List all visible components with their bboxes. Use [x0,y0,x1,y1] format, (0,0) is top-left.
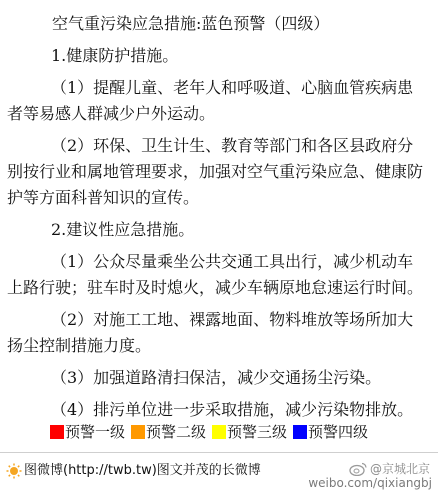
legend-swatch-yellow [212,425,226,439]
legend-item-level-4 [293,423,368,441]
section1-item-2: （2）环保、卫生计生、教育等部门和各区县政府分别按行业和属地管理要求，加强对空气重污染应急、健康防护等方面科普知识的宣传。 [7,136,424,207]
footer-text: 图微博(http://twb.tw)图文并茂的长微博 [24,463,261,478]
section2-item-3: （3）加强道路清扫保洁，减少交通扬尘污染。 [51,368,382,387]
legend-label: 预警四级 [308,423,369,441]
section1-heading: 1.健康防护措施。 [51,46,179,65]
legend-item-level-3 [212,423,287,441]
section2-item-1: （1）公众尽量乘坐公共交通工具出行，减少机动车上路行驶；驻车时及时熄火，减少车辆原地怠速运行时间。 [7,252,424,297]
sun-icon [6,463,22,479]
legend-label: 预警一级 [65,423,126,441]
document-title: 空气重污染应急措施:蓝色预警（四级） [52,14,330,33]
watermark-handle [349,460,430,477]
legend-swatch-red [50,425,64,439]
footer [6,462,261,480]
warning-level-legend [50,423,374,441]
footer-divider [0,452,438,453]
legend-item-level-2 [131,423,206,441]
legend-swatch-orange [131,425,145,439]
section1-item-1: （1）提醒儿童、老年人和呼吸道、心脑血管疾病患者等易感人群减少户外运动。 [7,78,414,123]
legend-label: 预警二级 [146,423,207,441]
weibo-icon [349,462,367,476]
legend-item-level-1 [50,423,125,441]
legend-label: 预警三级 [227,423,288,441]
section2-heading: 2.建议性应急措施。 [51,220,195,239]
section2-item-4: （4）排污单位进一步采取措施，减少污染物排放。 [51,400,414,419]
section2-item-2: （2）对施工工地、裸露地面、物料堆放等场所加大扬尘控制措施力度。 [7,310,414,355]
legend-swatch-blue [293,425,307,439]
watermark-handle-text: @京城北京 [369,462,430,476]
document-body [7,11,425,429]
watermark-url: weibo.com/qixiangbj [308,476,432,490]
